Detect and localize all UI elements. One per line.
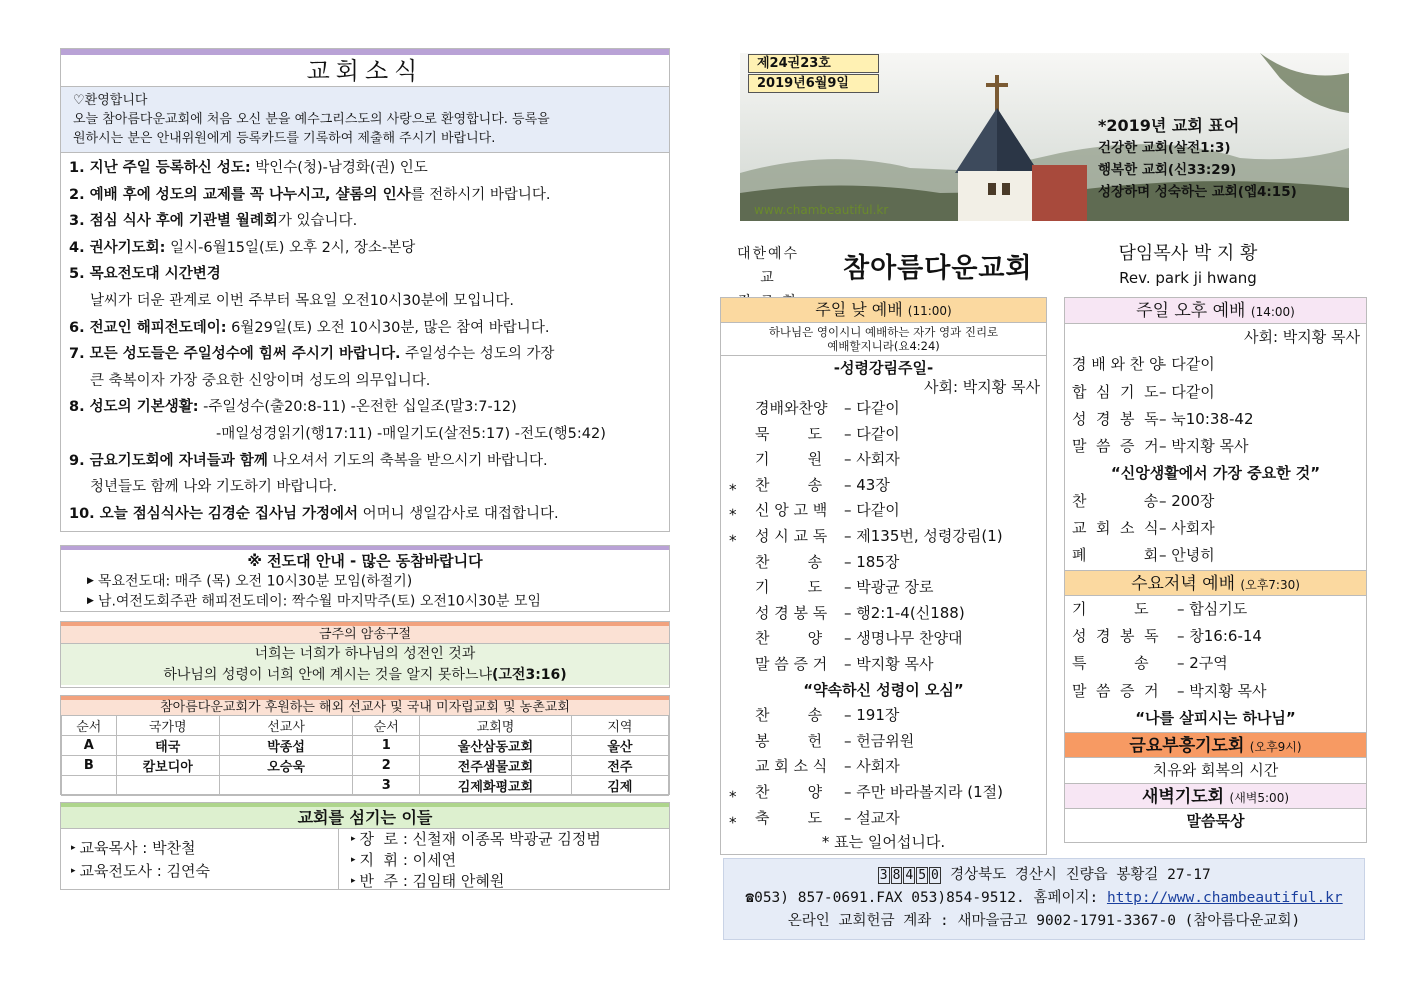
mission-table-cell: 오승욱 (219, 756, 353, 776)
welcome-text-1: 오늘 참아름다운교회에 처음 오신 분을 예수그리스도의 사랑으로 환영합니다. 등록을 (73, 112, 550, 127)
church-photo-banner (740, 53, 1349, 221)
order-value: – 사회자 (844, 757, 900, 776)
news-item (69, 368, 661, 395)
sermon-title: “나를 살피시는 하나님” (1135, 708, 1296, 727)
afternoon-presider: 사회: 박지황 목사 (1243, 328, 1360, 346)
news-item (69, 208, 661, 235)
wednesday-service-title: 수요저녁 예배 (1131, 573, 1236, 594)
news-item (69, 421, 661, 448)
friday-prayer-title: 금요부흥기도회 (1129, 736, 1245, 757)
sunday-order-item (721, 806, 1046, 832)
order-value: – 눅10:38-42 (1159, 409, 1254, 428)
servant-item (351, 850, 669, 871)
evangelism-line-2-text: 남.여전도회주관 해피전도데이: 짝수월 마지막주(토) 오전10시30분 모임 (97, 593, 542, 609)
sunday-service-header (721, 298, 1046, 322)
order-name: 성 경 봉 독 (1072, 626, 1159, 645)
order-value: – 안녕히 (1159, 546, 1215, 565)
order-value: – 191장 (844, 706, 900, 725)
news-item (69, 235, 661, 262)
sunday-order-item (721, 626, 1046, 652)
order-name: 찬 양 (755, 782, 823, 801)
stand-mark: ⁎ (729, 808, 737, 827)
servants-box (60, 802, 670, 890)
mission-table-cell: 태국 (116, 736, 219, 756)
servant-item (351, 829, 669, 850)
mission-table-cell: 캄보디아 (116, 756, 219, 776)
order-value: – 박지황 목사 (1177, 681, 1267, 700)
news-item (69, 501, 661, 528)
mission-table-heading: 지역 (571, 716, 668, 736)
servants-right (339, 829, 669, 889)
news-item (69, 394, 661, 421)
motto-line: 건강한 교회(살전1:3) (1098, 140, 1231, 156)
order-name: 말 씀 증 거 (1072, 437, 1159, 456)
mission-table-cell: B (62, 756, 117, 776)
friday-prayer-desc: 치유와 회복의 시간 (1152, 761, 1279, 780)
news-item-text: 주일성수는 성도의 가장 (400, 346, 555, 363)
triangle-icon: ▸ (351, 855, 356, 865)
dawn-prayer-time: (새벽5:00) (1229, 791, 1290, 806)
news-list (61, 153, 669, 527)
order-value: – 사회자 (844, 450, 900, 469)
mission-support-box (60, 695, 670, 795)
news-item-text: -매일성경읽기(행17:11) -매일기도(살전5:17) -전도(행5:42) (216, 425, 606, 442)
stand-mark: ⁎ (729, 475, 737, 494)
zip-digit: 4 (905, 868, 914, 883)
news-item (69, 182, 661, 209)
mission-table-row (62, 736, 669, 756)
afternoon-order-item (1065, 488, 1366, 515)
church-motto (1098, 115, 1297, 203)
order-name: 기 도 (755, 578, 823, 597)
news-item-text: 가 있습니다. (277, 213, 358, 230)
wednesday-service-header (1065, 570, 1366, 596)
order-value: – 다같이 (844, 399, 900, 417)
sunday-order-item (721, 703, 1046, 729)
sunday-order-item (721, 396, 1046, 422)
servant-item (71, 837, 338, 860)
news-item-bold: 5. 목요전도대 시간변경 (69, 266, 221, 283)
dawn-prayer-title: 새벽기도회 (1141, 787, 1225, 808)
triangle-icon: ▶ (87, 595, 94, 606)
order-name: 찬 송 (1072, 491, 1159, 510)
news-item (69, 341, 661, 368)
order-value: – 박광균 장로 (844, 578, 934, 597)
sunday-order-item (721, 780, 1046, 806)
order-name: 봉 헌 (755, 731, 823, 750)
sunday-order-item (721, 575, 1046, 601)
welcome-box (61, 87, 669, 153)
order-name: 성 시 교 독 (755, 526, 828, 545)
wednesday-order-list (1065, 596, 1366, 732)
church-name: 참아름다운교회 (843, 253, 1033, 284)
mission-table-heading: 선교사 (219, 716, 353, 736)
sunday-verse-line-1: 하나님은 영이시니 예배하는 자가 영과 진리로 (768, 325, 999, 339)
church-address-box (723, 858, 1365, 940)
afternoon-service-title: 주일 오후 예배 (1136, 301, 1246, 321)
mission-table-cell: 전주 (571, 756, 668, 776)
servants-left (61, 829, 339, 889)
news-item (69, 448, 661, 475)
mission-table-cell: 울산삼동교회 (420, 736, 572, 756)
news-item-text: 나오셔서 기도의 축복을 받으시기 바랍니다. (267, 452, 548, 469)
news-item-bold: 10. 오늘 점심식사는 김경순 집사님 가정에서 (69, 505, 359, 522)
triangle-icon: ▸ (71, 866, 76, 876)
news-item-bold: 8. 성도의 기본생활: (69, 399, 199, 416)
mission-table-cell: 김제 (571, 776, 668, 796)
sunday-order-list (721, 396, 1046, 831)
servant-text: 반 주 : 김임태 안혜원 (359, 871, 505, 890)
banner-url: www.chambeautiful.kr (754, 203, 889, 217)
memory-verse-title: 금주의 암송구절 (61, 622, 669, 644)
triangle-icon: ▸ (71, 843, 76, 853)
mission-table-cell: A (62, 736, 117, 756)
order-value: – 사회자 (1159, 519, 1215, 538)
mission-table-heading: 순서 (62, 716, 117, 736)
address-line (724, 864, 1364, 887)
motto-line: 행복한 교회(신33:29) (1098, 162, 1237, 178)
order-name: 교 회 소 식 (755, 757, 828, 776)
order-name: 말 씀 증 거 (1072, 681, 1159, 700)
zip-digit: 8 (892, 868, 901, 883)
motto-title: *2019년 교회 표어 (1098, 116, 1240, 135)
order-value: – 다같이 (844, 501, 900, 520)
triangle-icon: ▸ (351, 875, 356, 886)
news-item (69, 315, 661, 342)
sunday-order-item (721, 754, 1046, 780)
denomination-line-1: 대한예수교 (736, 246, 800, 286)
evangelism-title: ※ 전도대 안내 - 많은 동참바랍니다 (247, 552, 483, 570)
sermon-title: “신앙생활에서 가장 중요한 것” (1110, 464, 1321, 483)
wednesday-order-item (1065, 678, 1366, 705)
order-name: 찬 송 (755, 706, 823, 725)
other-services-box (1064, 297, 1367, 843)
sunday-order-item (721, 447, 1046, 473)
sunday-order-item (721, 601, 1046, 627)
zip-code (877, 867, 941, 883)
stand-mark: ⁎ (729, 526, 737, 545)
news-item-text: 일시-6월15일(토) 오후 2시, 장소-본당 (165, 239, 416, 256)
order-value: – 헌금위원 (844, 731, 915, 750)
order-value: – 2구역 (1177, 654, 1228, 673)
mission-table-heading: 순서 (353, 716, 420, 736)
address-text: 경상북도 경산시 진량읍 봉황길 27-17 (941, 867, 1211, 883)
news-item (69, 261, 661, 288)
sunday-order-item (721, 524, 1046, 550)
order-value: – 합심기도 (1177, 599, 1248, 618)
phone-fax: ☎053) 857-0691.FAX 053)854-9512. 홈페이지: (745, 890, 1107, 906)
order-name: 성 경 봉 독 (1072, 409, 1159, 428)
volume-number: 제24권23호 (748, 54, 879, 73)
order-value: – 창16:6-14 (1177, 626, 1262, 645)
sunday-order-item (721, 473, 1046, 499)
homepage-link[interactable]: http://www.chambeautiful.kr (1106, 890, 1343, 906)
sunday-verse-line-2: 예배할지니라(요4:24) (827, 339, 940, 353)
memory-verse-reference: (고전3:16) (492, 667, 567, 683)
order-name: 교 회 소 식 (1072, 519, 1159, 538)
order-name: 찬 송 (755, 552, 823, 571)
servant-text: 지 휘 : 이세연 (359, 850, 457, 869)
order-value: – 43장 (844, 475, 890, 494)
order-value: – 박지황 목사 (1159, 437, 1249, 456)
mission-table-cell: 3 (353, 776, 420, 796)
afternoon-order-item (1065, 515, 1366, 542)
news-item-text: 날씨가 더운 관계로 이번 주부터 목요일 오전10시30분에 모입니다. (90, 292, 514, 309)
news-item-text: 큰 축복이자 가장 중요한 신앙이며 성도의 의무입니다. (90, 372, 431, 389)
triangle-icon: ▸ (351, 834, 356, 845)
mission-table-row (62, 776, 669, 796)
order-name: 신 앙 고 백 (755, 501, 828, 520)
mission-table-body (62, 736, 669, 796)
wednesday-order-item (1065, 596, 1366, 623)
news-item-text: 청년들도 함께 나와 기도하기 바랍니다. (90, 479, 338, 496)
stand-mark: ⁎ (729, 501, 737, 520)
sunday-order-item (721, 498, 1046, 524)
order-value: – 다같이 (1159, 382, 1215, 401)
sunday-service-title: 주일 낮 예배 (815, 300, 903, 319)
order-value: – 다같이 (1159, 355, 1215, 374)
pastor-name-en: Rev. park ji hwang (1119, 269, 1257, 287)
news-item-text: 어머니 생일감사로 대접합니다. (358, 505, 559, 522)
order-name: 합 심 기 도 (1072, 382, 1159, 401)
mission-table-heading: 교회명 (420, 716, 572, 736)
order-value: – 제135번, 성령강림(1) (844, 526, 1003, 545)
order-name: 말 씀 증 거 (755, 654, 828, 673)
news-item (69, 155, 661, 182)
news-item-bold: 1. 지난 주일 등록하신 성도: (69, 160, 251, 176)
order-name: 경 배 와 찬 양 (1072, 355, 1164, 374)
mission-table-heading: 국가명 (116, 716, 219, 736)
order-value: – 행2:1-4(신188) (844, 603, 965, 622)
mission-table-cell: 김제화평교회 (420, 776, 572, 796)
mission-table-header (62, 716, 669, 736)
mission-table-cell: 1 (353, 736, 420, 756)
memory-verse-box (60, 621, 670, 688)
mission-table-cell (219, 776, 353, 796)
news-title: 교회소식 (61, 55, 669, 87)
order-value: – 박지황 목사 (844, 654, 934, 673)
sunday-verse (721, 322, 1046, 356)
issue-date: 2019년6월9일 (748, 74, 879, 93)
sunday-order-item (721, 422, 1046, 448)
evangelism-line-2 (61, 592, 669, 612)
news-item-bold: 3. 점심 식사 후에 기관별 월례회 (69, 213, 278, 230)
news-item-text: 6월29일(토) 오전 10시30분, 많은 참여 바랍니다. (226, 319, 550, 336)
wednesday-order-item (1065, 623, 1366, 650)
church-header (733, 242, 1333, 292)
evangelism-line-1-text: 목요전도대: 매주 (목) 오전 10시30분 모임(하절기) (97, 573, 413, 590)
afternoon-service-time: (14:00) (1250, 305, 1295, 319)
afternoon-order-item (1065, 433, 1366, 460)
dawn-prayer-header (1065, 783, 1366, 809)
news-item (69, 474, 661, 501)
sermon-title: “약속하신 성령이 오심” (803, 680, 964, 699)
news-item-bold: 2. 예배 후에 성도의 교제를 꼭 나누시고, 샬롬의 인사 (69, 186, 411, 203)
welcome-title: ♡환영합니다 (73, 93, 148, 108)
motto-line: 성장하며 성숙하는 교회(엡4:15) (1098, 184, 1297, 200)
stand-footnote: * 표는 일어섭니다. (821, 833, 946, 852)
afternoon-order-item (1065, 406, 1366, 433)
triangle-icon: ▶ (87, 576, 94, 586)
mission-table-cell: 2 (353, 756, 420, 776)
sunday-order-item (721, 729, 1046, 755)
servant-text: 교육목사 : 박찬철 (79, 839, 196, 857)
news-item-bold: 4. 권사기도회: (69, 239, 166, 256)
order-name: 성 경 봉 독 (755, 603, 828, 622)
afternoon-service-header (1065, 298, 1366, 324)
sunday-theme: -성령강림주일- (833, 359, 934, 377)
order-value: – 설교자 (844, 808, 900, 827)
afternoon-order-item (1065, 542, 1366, 569)
memory-verse-line-2: 하나님의 성령이 너희 안에 계시는 것을 알지 못하느냐(고전3:16) (163, 667, 567, 683)
afternoon-order-item (1065, 351, 1366, 378)
sunday-order-item (721, 652, 1046, 678)
mission-table (61, 715, 669, 796)
evangelism-line-1 (61, 572, 669, 592)
friday-prayer-header (1065, 732, 1366, 758)
memory-verse-line-1: 너희는 너희가 하나님의 성전인 것과 (254, 646, 476, 662)
mission-table-cell: 전주샘물교회 (420, 756, 572, 776)
wednesday-order-item (1065, 650, 1366, 677)
news-item-text: 를 전하시기 바랍니다. (410, 186, 551, 203)
friday-prayer-time: (오후9시) (1249, 740, 1302, 755)
order-value: – 생명나무 찬양대 (844, 629, 963, 648)
mission-table-row (62, 756, 669, 776)
servant-item (71, 860, 338, 883)
sunday-service-time: (11:00) (907, 304, 952, 318)
contact-line (724, 887, 1364, 910)
mission-table-cell: 울산 (571, 736, 668, 756)
zip-digit: 5 (918, 868, 927, 883)
senior-pastor (1093, 242, 1283, 290)
news-item-text: -주일성수(출20:8-11) -온전한 십일조(말3:7-12) (198, 399, 517, 416)
church-news-box (60, 48, 670, 532)
order-value: – 주만 바라볼지라 (1절) (844, 782, 1003, 801)
order-value: – 185장 (844, 552, 900, 571)
afternoon-order-item (1065, 379, 1366, 406)
mission-table-cell (116, 776, 219, 796)
mission-table-cell: 박종섭 (219, 736, 353, 756)
order-name: 찬 송 (755, 475, 823, 494)
order-name: 축 도 (755, 808, 823, 827)
sunday-order-item (721, 550, 1046, 576)
servants-title: 교회를 섬기는 이들 (61, 803, 669, 829)
welcome-text-2: 원하시는 분은 안내위원에게 등록카드를 기록하여 제출해 주시기 바랍니다. (73, 131, 496, 146)
order-name: 특 송 (1072, 654, 1149, 673)
mission-table-cell (62, 776, 117, 796)
sunday-morning-service (720, 297, 1047, 855)
order-name: 경배와찬양 (755, 399, 828, 417)
wednesday-service-time: (오후7:30) (1240, 577, 1300, 592)
sunday-presider: 사회: 박지황 목사 (923, 378, 1040, 396)
news-item (69, 288, 661, 315)
order-value: – 200장 (1159, 491, 1215, 510)
order-name: 묵 도 (755, 424, 823, 443)
order-value: – 다같이 (844, 424, 900, 443)
evangelism-box (60, 545, 670, 612)
news-item-bold: 7. 모든 성도들은 주일성수에 힘써 주시기 바랍니다. (69, 346, 401, 363)
order-name: 기 도 (1072, 599, 1149, 618)
pastor-name: 담임목사 박 지 황 (1118, 243, 1258, 264)
order-name: 찬 양 (755, 629, 823, 648)
servant-item (351, 871, 669, 892)
stand-mark: ⁎ (729, 782, 737, 801)
order-name: 기 원 (755, 450, 823, 469)
memory-verse-body (61, 644, 669, 685)
news-item-bold: 6. 전교인 해피전도데이: (69, 319, 227, 336)
zip-digit: 3 (879, 868, 888, 883)
afternoon-order-list (1065, 351, 1366, 569)
zip-digit: 0 (931, 868, 939, 883)
servant-text: 교육전도사 : 김연숙 (79, 862, 211, 880)
account-line: 온라인 교회헌금 계좌 : 새마을금고 9002-1791-3367-0 (참아름다운교회) (787, 913, 1301, 929)
dawn-prayer-desc: 말씀묵상 (1186, 812, 1245, 831)
news-item-text: 박인수(청)-남경화(권) 인도 (250, 160, 428, 176)
mission-title: 참아름다운교회가 후원하는 해외 선교사 및 국내 미자립교회 및 농촌교회 (61, 696, 669, 715)
news-item-bold: 9. 금요기도회에 자녀들과 함께 (69, 452, 268, 469)
order-name: 폐 회 (1072, 546, 1159, 565)
servant-text: 장 로 : 신철재 이종목 박광균 김정범 (359, 830, 601, 848)
